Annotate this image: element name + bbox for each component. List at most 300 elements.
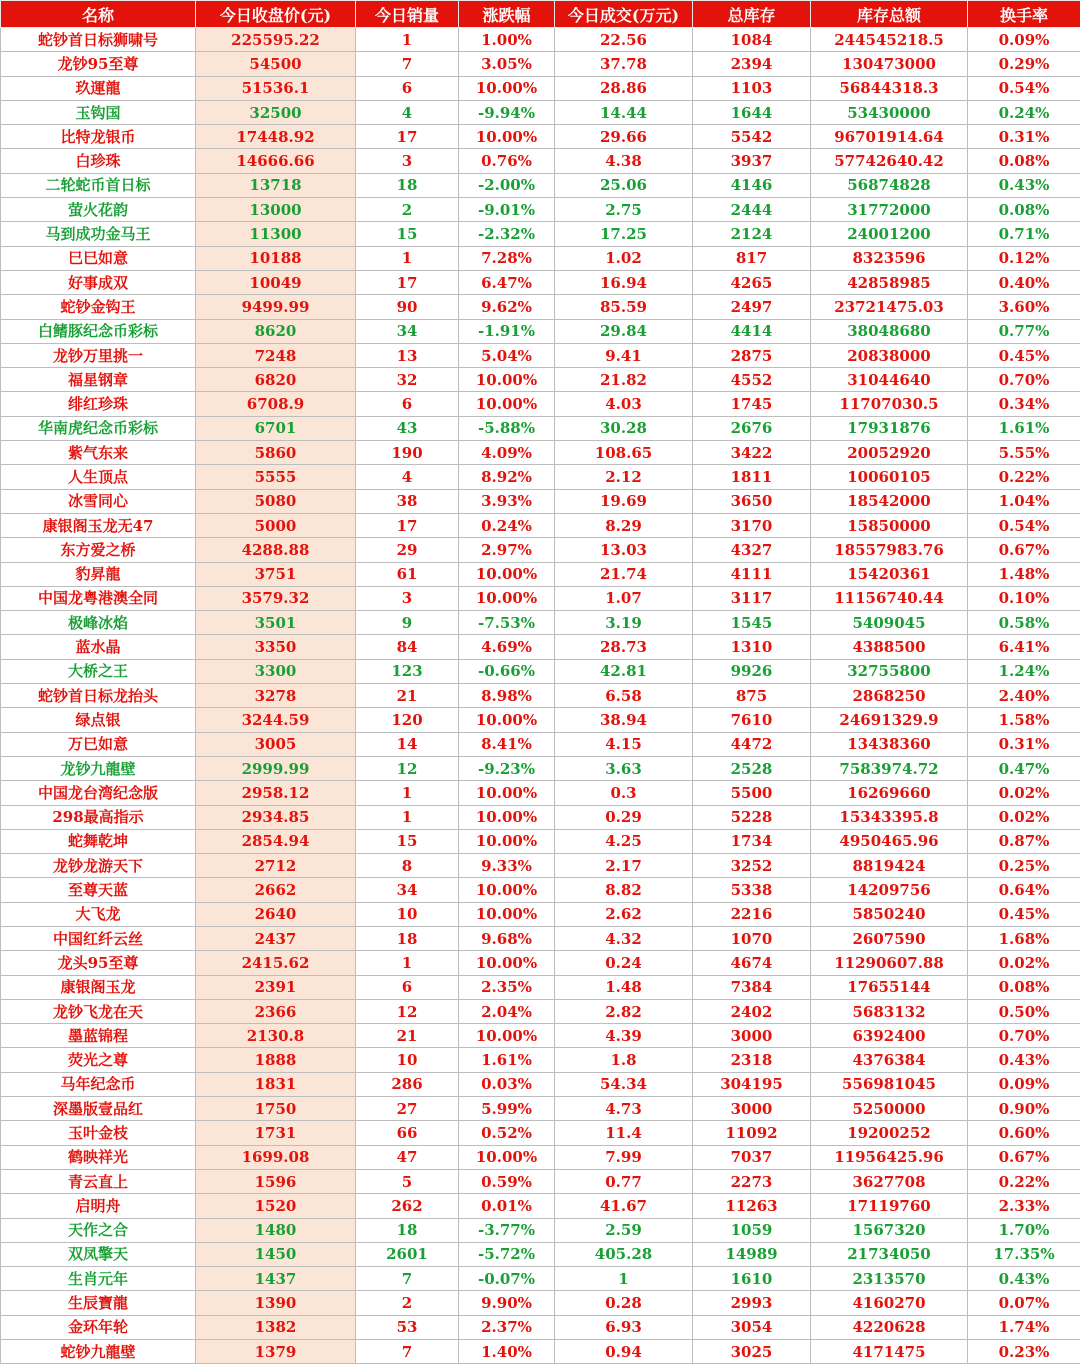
cell-turnover: 29.66 xyxy=(555,125,693,149)
table-row xyxy=(1,1048,1080,1072)
cell-close-price: 1390 xyxy=(196,1291,356,1315)
cell-stock: 3000 xyxy=(693,1097,811,1121)
cell-close-price: 1731 xyxy=(196,1121,356,1145)
cell-sales: 34 xyxy=(356,878,459,902)
cell-close-price: 1888 xyxy=(196,1048,356,1072)
cell-stock: 7037 xyxy=(693,1145,811,1169)
cell-name: 东方爱之桥 xyxy=(1,538,196,562)
cell-turnover-rate: 0.71% xyxy=(968,222,1080,246)
cell-sales: 10 xyxy=(356,1048,459,1072)
cell-sales: 8 xyxy=(356,854,459,878)
table-row xyxy=(1,1340,1080,1364)
cell-close-price: 1831 xyxy=(196,1072,356,1096)
cell-stock: 11263 xyxy=(693,1194,811,1218)
cell-name: 蓝水晶 xyxy=(1,635,196,659)
cell-sales: 61 xyxy=(356,562,459,586)
cell-close-price: 1437 xyxy=(196,1267,356,1291)
cell-stock: 4327 xyxy=(693,538,811,562)
cell-sales: 38 xyxy=(356,489,459,513)
cell-name: 蛇钞九龍壁 xyxy=(1,1340,196,1364)
cell-close-price: 6701 xyxy=(196,416,356,440)
cell-stock: 2318 xyxy=(693,1048,811,1072)
cell-stock-value: 4376384 xyxy=(811,1048,968,1072)
cell-turnover-rate: 0.08% xyxy=(968,149,1080,173)
cell-stock: 3422 xyxy=(693,441,811,465)
cell-change: 4.09% xyxy=(459,441,555,465)
cell-change: 3.93% xyxy=(459,489,555,513)
cell-turnover-rate: 0.22% xyxy=(968,465,1080,489)
cell-stock-value: 10060105 xyxy=(811,465,968,489)
cell-turnover-rate: 1.58% xyxy=(968,708,1080,732)
cell-stock: 1745 xyxy=(693,392,811,416)
table-row xyxy=(1,878,1080,902)
cell-name: 生辰寶龍 xyxy=(1,1291,196,1315)
cell-stock-value: 24691329.9 xyxy=(811,708,968,732)
table-row xyxy=(1,926,1080,950)
cell-turnover-rate: 5.55% xyxy=(968,441,1080,465)
cell-change: 10.00% xyxy=(459,1145,555,1169)
cell-stock-value: 5250000 xyxy=(811,1097,968,1121)
cell-sales: 7 xyxy=(356,1267,459,1291)
cell-change: -0.07% xyxy=(459,1267,555,1291)
table-row xyxy=(1,441,1080,465)
cell-sales: 9 xyxy=(356,611,459,635)
cell-turnover-rate: 1.24% xyxy=(968,659,1080,683)
cell-name: 蛇钞首日标狮啸号 xyxy=(1,28,196,52)
cell-name: 生肖元年 xyxy=(1,1267,196,1291)
cell-sales: 17 xyxy=(356,125,459,149)
cell-turnover: 1 xyxy=(555,1267,693,1291)
cell-turnover: 11.4 xyxy=(555,1121,693,1145)
cell-turnover-rate: 1.70% xyxy=(968,1218,1080,1242)
cell-change: 0.52% xyxy=(459,1121,555,1145)
cell-stock: 1084 xyxy=(693,28,811,52)
cell-close-price: 5000 xyxy=(196,513,356,537)
cell-sales: 29 xyxy=(356,538,459,562)
cell-sales: 90 xyxy=(356,295,459,319)
cell-change: 0.59% xyxy=(459,1169,555,1193)
cell-stock-value: 15420361 xyxy=(811,562,968,586)
cell-name: 中国龙台湾纪念版 xyxy=(1,781,196,805)
cell-stock: 2394 xyxy=(693,52,811,76)
cell-turnover-rate: 0.09% xyxy=(968,1072,1080,1096)
cell-turnover: 2.17 xyxy=(555,854,693,878)
cell-stock-value: 57742640.42 xyxy=(811,149,968,173)
cell-close-price: 9499.99 xyxy=(196,295,356,319)
cell-stock-value: 11290607.88 xyxy=(811,951,968,975)
cell-name: 冰雪同心 xyxy=(1,489,196,513)
cell-close-price: 10188 xyxy=(196,246,356,270)
table-row xyxy=(1,1218,1080,1242)
cell-close-price: 3005 xyxy=(196,732,356,756)
cell-change: 10.00% xyxy=(459,805,555,829)
cell-turnover-rate: 0.29% xyxy=(968,52,1080,76)
cell-stock-value: 17931876 xyxy=(811,416,968,440)
cell-turnover: 29.84 xyxy=(555,319,693,343)
header-stock-value: 库存总额 xyxy=(811,1,968,28)
cell-sales: 13 xyxy=(356,343,459,367)
cell-change: 10.00% xyxy=(459,76,555,100)
table-row xyxy=(1,1242,1080,1266)
table-row xyxy=(1,465,1080,489)
cell-change: -9.94% xyxy=(459,100,555,124)
cell-name: 马到成功金马王 xyxy=(1,222,196,246)
cell-sales: 21 xyxy=(356,1024,459,1048)
cell-change: 10.00% xyxy=(459,951,555,975)
cell-stock: 2993 xyxy=(693,1291,811,1315)
table-row xyxy=(1,1194,1080,1218)
cell-sales: 53 xyxy=(356,1315,459,1339)
table-row xyxy=(1,1024,1080,1048)
cell-sales: 6 xyxy=(356,76,459,100)
cell-name: 福星钢章 xyxy=(1,368,196,392)
table-row xyxy=(1,513,1080,537)
cell-turnover: 2.59 xyxy=(555,1218,693,1242)
cell-stock-value: 11707030.5 xyxy=(811,392,968,416)
cell-stock-value: 5409045 xyxy=(811,611,968,635)
cell-turnover: 7.99 xyxy=(555,1145,693,1169)
cell-turnover: 6.93 xyxy=(555,1315,693,1339)
cell-change: 5.99% xyxy=(459,1097,555,1121)
cell-name: 青云直上 xyxy=(1,1169,196,1193)
cell-turnover-rate: 0.67% xyxy=(968,1145,1080,1169)
cell-change: -7.53% xyxy=(459,611,555,635)
cell-turnover-rate: 0.43% xyxy=(968,1267,1080,1291)
cell-change: 3.05% xyxy=(459,52,555,76)
table-row xyxy=(1,76,1080,100)
cell-stock: 1610 xyxy=(693,1267,811,1291)
cell-change: 8.92% xyxy=(459,465,555,489)
header-name: 名称 xyxy=(1,1,196,28)
cell-name: 龙钞九龍壁 xyxy=(1,756,196,780)
cell-turnover: 42.81 xyxy=(555,659,693,683)
cell-close-price: 2130.8 xyxy=(196,1024,356,1048)
cell-close-price: 3244.59 xyxy=(196,708,356,732)
cell-stock: 5338 xyxy=(693,878,811,902)
cell-turnover: 21.74 xyxy=(555,562,693,586)
cell-turnover-rate: 0.07% xyxy=(968,1291,1080,1315)
cell-stock: 817 xyxy=(693,246,811,270)
cell-stock: 5542 xyxy=(693,125,811,149)
cell-stock-value: 18557983.76 xyxy=(811,538,968,562)
cell-sales: 18 xyxy=(356,173,459,197)
cell-name: 万巳如意 xyxy=(1,732,196,756)
cell-close-price: 6820 xyxy=(196,368,356,392)
cell-turnover-rate: 0.77% xyxy=(968,319,1080,343)
cell-turnover: 4.38 xyxy=(555,149,693,173)
cell-close-price: 5860 xyxy=(196,441,356,465)
table-row xyxy=(1,368,1080,392)
cell-sales: 6 xyxy=(356,392,459,416)
cell-change: 4.69% xyxy=(459,635,555,659)
cell-turnover-rate: 0.09% xyxy=(968,28,1080,52)
table-row xyxy=(1,1267,1080,1291)
cell-stock-value: 7583974.72 xyxy=(811,756,968,780)
cell-stock: 7610 xyxy=(693,708,811,732)
cell-turnover: 0.94 xyxy=(555,1340,693,1364)
cell-change: 0.01% xyxy=(459,1194,555,1218)
cell-sales: 21 xyxy=(356,684,459,708)
cell-close-price: 1382 xyxy=(196,1315,356,1339)
cell-sales: 3 xyxy=(356,149,459,173)
cell-stock: 3025 xyxy=(693,1340,811,1364)
cell-stock: 2497 xyxy=(693,295,811,319)
cell-change: 0.76% xyxy=(459,149,555,173)
table-row xyxy=(1,100,1080,124)
cell-stock: 1103 xyxy=(693,76,811,100)
cell-close-price: 1450 xyxy=(196,1242,356,1266)
cell-turnover: 108.65 xyxy=(555,441,693,465)
cell-name: 巳巳如意 xyxy=(1,246,196,270)
cell-turnover-rate: 0.43% xyxy=(968,1048,1080,1072)
cell-turnover-rate: 0.24% xyxy=(968,100,1080,124)
cell-turnover-rate: 3.60% xyxy=(968,295,1080,319)
cell-close-price: 1379 xyxy=(196,1340,356,1364)
cell-close-price: 2934.85 xyxy=(196,805,356,829)
cell-stock: 3000 xyxy=(693,1024,811,1048)
cell-name: 人生顶点 xyxy=(1,465,196,489)
header-turnover-rate: 换手率 xyxy=(968,1,1080,28)
cell-close-price: 2854.94 xyxy=(196,829,356,853)
cell-stock-value: 96701914.64 xyxy=(811,125,968,149)
cell-turnover: 0.28 xyxy=(555,1291,693,1315)
table-row xyxy=(1,222,1080,246)
cell-stock-value: 5683132 xyxy=(811,999,968,1023)
cell-name: 龙钞95至尊 xyxy=(1,52,196,76)
table-row xyxy=(1,562,1080,586)
cell-turnover: 4.32 xyxy=(555,926,693,950)
cell-stock-value: 4388500 xyxy=(811,635,968,659)
cell-turnover: 8.82 xyxy=(555,878,693,902)
cell-change: 2.97% xyxy=(459,538,555,562)
cell-change: 7.28% xyxy=(459,246,555,270)
table-header xyxy=(1,1,1080,28)
cell-change: 1.40% xyxy=(459,1340,555,1364)
cell-change: 9.62% xyxy=(459,295,555,319)
cell-close-price: 32500 xyxy=(196,100,356,124)
cell-stock-value: 23721475.03 xyxy=(811,295,968,319)
cell-turnover-rate: 6.41% xyxy=(968,635,1080,659)
cell-change: -0.66% xyxy=(459,659,555,683)
cell-turnover: 22.56 xyxy=(555,28,693,52)
table-row xyxy=(1,1072,1080,1096)
cell-turnover-rate: 0.02% xyxy=(968,805,1080,829)
cell-stock: 4552 xyxy=(693,368,811,392)
table-row xyxy=(1,611,1080,635)
cell-stock: 2402 xyxy=(693,999,811,1023)
cell-change: 0.03% xyxy=(459,1072,555,1096)
cell-change: 10.00% xyxy=(459,878,555,902)
cell-turnover-rate: 0.90% xyxy=(968,1097,1080,1121)
cell-change: -9.01% xyxy=(459,198,555,222)
cell-turnover-rate: 17.35% xyxy=(968,1242,1080,1266)
cell-stock: 3650 xyxy=(693,489,811,513)
cell-sales: 4 xyxy=(356,100,459,124)
cell-sales: 34 xyxy=(356,319,459,343)
cell-sales: 1 xyxy=(356,951,459,975)
cell-sales: 12 xyxy=(356,756,459,780)
cell-name: 玉钩国 xyxy=(1,100,196,124)
cell-name: 蛇钞金钩王 xyxy=(1,295,196,319)
cell-close-price: 1750 xyxy=(196,1097,356,1121)
cell-stock-value: 3627708 xyxy=(811,1169,968,1193)
cell-change: -5.72% xyxy=(459,1242,555,1266)
cell-stock-value: 2868250 xyxy=(811,684,968,708)
cell-stock-value: 8323596 xyxy=(811,246,968,270)
cell-sales: 1 xyxy=(356,28,459,52)
cell-name: 龙钞万里挑一 xyxy=(1,343,196,367)
cell-sales: 3 xyxy=(356,586,459,610)
cell-stock-value: 130473000 xyxy=(811,52,968,76)
cell-sales: 2 xyxy=(356,1291,459,1315)
cell-change: 10.00% xyxy=(459,708,555,732)
cell-stock-value: 5850240 xyxy=(811,902,968,926)
cell-name: 金环年轮 xyxy=(1,1315,196,1339)
cell-stock-value: 244545218.5 xyxy=(811,28,968,52)
cell-change: 1.00% xyxy=(459,28,555,52)
cell-name: 极峰冰焰 xyxy=(1,611,196,635)
cell-change: -3.77% xyxy=(459,1218,555,1242)
cell-sales: 1 xyxy=(356,805,459,829)
cell-stock: 2444 xyxy=(693,198,811,222)
cell-close-price: 10049 xyxy=(196,270,356,294)
cell-stock-value: 18542000 xyxy=(811,489,968,513)
cell-stock: 3054 xyxy=(693,1315,811,1339)
cell-stock-value: 15850000 xyxy=(811,513,968,537)
cell-turnover-rate: 0.23% xyxy=(968,1340,1080,1364)
cell-change: -5.88% xyxy=(459,416,555,440)
table-row xyxy=(1,999,1080,1023)
cell-stock: 4111 xyxy=(693,562,811,586)
cell-name: 墨蓝锦程 xyxy=(1,1024,196,1048)
cell-stock-value: 53430000 xyxy=(811,100,968,124)
cell-turnover: 405.28 xyxy=(555,1242,693,1266)
cell-stock-value: 556981045 xyxy=(811,1072,968,1096)
cell-stock-value: 56874828 xyxy=(811,173,968,197)
cell-turnover-rate: 2.40% xyxy=(968,684,1080,708)
cell-name: 荧光之尊 xyxy=(1,1048,196,1072)
cell-turnover-rate: 0.22% xyxy=(968,1169,1080,1193)
cell-name: 马年纪念币 xyxy=(1,1072,196,1096)
cell-change: 1.61% xyxy=(459,1048,555,1072)
cell-name: 紫气东来 xyxy=(1,441,196,465)
cell-turnover-rate: 0.08% xyxy=(968,975,1080,999)
cell-sales: 18 xyxy=(356,1218,459,1242)
cell-turnover-rate: 0.45% xyxy=(968,902,1080,926)
cell-close-price: 3350 xyxy=(196,635,356,659)
cell-sales: 14 xyxy=(356,732,459,756)
cell-close-price: 3300 xyxy=(196,659,356,683)
cell-turnover-rate: 1.68% xyxy=(968,926,1080,950)
cell-stock: 1734 xyxy=(693,829,811,853)
cell-name: 中国龙粤港澳全同 xyxy=(1,586,196,610)
cell-name: 绿点银 xyxy=(1,708,196,732)
cell-name: 至尊天蓝 xyxy=(1,878,196,902)
cell-stock: 11092 xyxy=(693,1121,811,1145)
cell-stock-value: 21734050 xyxy=(811,1242,968,1266)
cell-sales: 66 xyxy=(356,1121,459,1145)
cell-stock: 4674 xyxy=(693,951,811,975)
cell-turnover-rate: 1.74% xyxy=(968,1315,1080,1339)
header-row xyxy=(1,1,1080,28)
cell-stock-value: 17119760 xyxy=(811,1194,968,1218)
cell-stock-value: 19200252 xyxy=(811,1121,968,1145)
table-row xyxy=(1,781,1080,805)
cell-turnover: 2.12 xyxy=(555,465,693,489)
cell-turnover: 2.62 xyxy=(555,902,693,926)
cell-close-price: 2391 xyxy=(196,975,356,999)
cell-turnover-rate: 0.43% xyxy=(968,173,1080,197)
table-row xyxy=(1,829,1080,853)
cell-sales: 7 xyxy=(356,52,459,76)
cell-turnover: 21.82 xyxy=(555,368,693,392)
cell-close-price: 2366 xyxy=(196,999,356,1023)
cell-change: 9.33% xyxy=(459,854,555,878)
cell-stock: 1811 xyxy=(693,465,811,489)
cell-turnover: 0.24 xyxy=(555,951,693,975)
cell-change: -1.91% xyxy=(459,319,555,343)
cell-stock: 2528 xyxy=(693,756,811,780)
cell-change: 2.04% xyxy=(459,999,555,1023)
table-row xyxy=(1,708,1080,732)
table-row xyxy=(1,270,1080,294)
cell-sales: 262 xyxy=(356,1194,459,1218)
cell-change: 10.00% xyxy=(459,829,555,853)
cell-name: 萤火花韵 xyxy=(1,198,196,222)
cell-name: 天作之合 xyxy=(1,1218,196,1242)
cell-turnover: 9.41 xyxy=(555,343,693,367)
cell-turnover-rate: 0.54% xyxy=(968,513,1080,537)
cell-change: 10.00% xyxy=(459,368,555,392)
cell-sales: 18 xyxy=(356,926,459,950)
cell-close-price: 2640 xyxy=(196,902,356,926)
table-row xyxy=(1,489,1080,513)
cell-stock: 4414 xyxy=(693,319,811,343)
cell-turnover-rate: 0.40% xyxy=(968,270,1080,294)
cell-close-price: 2999.99 xyxy=(196,756,356,780)
cell-stock-value: 31044640 xyxy=(811,368,968,392)
cell-stock-value: 11956425.96 xyxy=(811,1145,968,1169)
cell-stock: 3252 xyxy=(693,854,811,878)
cell-turnover: 3.63 xyxy=(555,756,693,780)
cell-close-price: 1699.08 xyxy=(196,1145,356,1169)
header-close-price: 今日收盘价(元) xyxy=(196,1,356,28)
cell-turnover: 16.94 xyxy=(555,270,693,294)
table-row xyxy=(1,659,1080,683)
cell-turnover-rate: 0.45% xyxy=(968,343,1080,367)
table-row xyxy=(1,149,1080,173)
cell-sales: 10 xyxy=(356,902,459,926)
cell-close-price: 1480 xyxy=(196,1218,356,1242)
cell-name: 二轮蛇币首日标 xyxy=(1,173,196,197)
cell-name: 康银阁玉龙 xyxy=(1,975,196,999)
header-turnover: 今日成交(万元) xyxy=(555,1,693,28)
cell-stock: 1310 xyxy=(693,635,811,659)
cell-sales: 43 xyxy=(356,416,459,440)
cell-stock-value: 4220628 xyxy=(811,1315,968,1339)
cell-sales: 15 xyxy=(356,829,459,853)
cell-name: 龙头95至尊 xyxy=(1,951,196,975)
cell-stock: 1059 xyxy=(693,1218,811,1242)
cell-change: 9.90% xyxy=(459,1291,555,1315)
cell-stock-value: 2313570 xyxy=(811,1267,968,1291)
cell-stock: 2216 xyxy=(693,902,811,926)
cell-turnover-rate: 0.70% xyxy=(968,368,1080,392)
header-change: 涨跌幅 xyxy=(459,1,555,28)
table-row xyxy=(1,1145,1080,1169)
cell-change: 8.41% xyxy=(459,732,555,756)
cell-stock: 2124 xyxy=(693,222,811,246)
